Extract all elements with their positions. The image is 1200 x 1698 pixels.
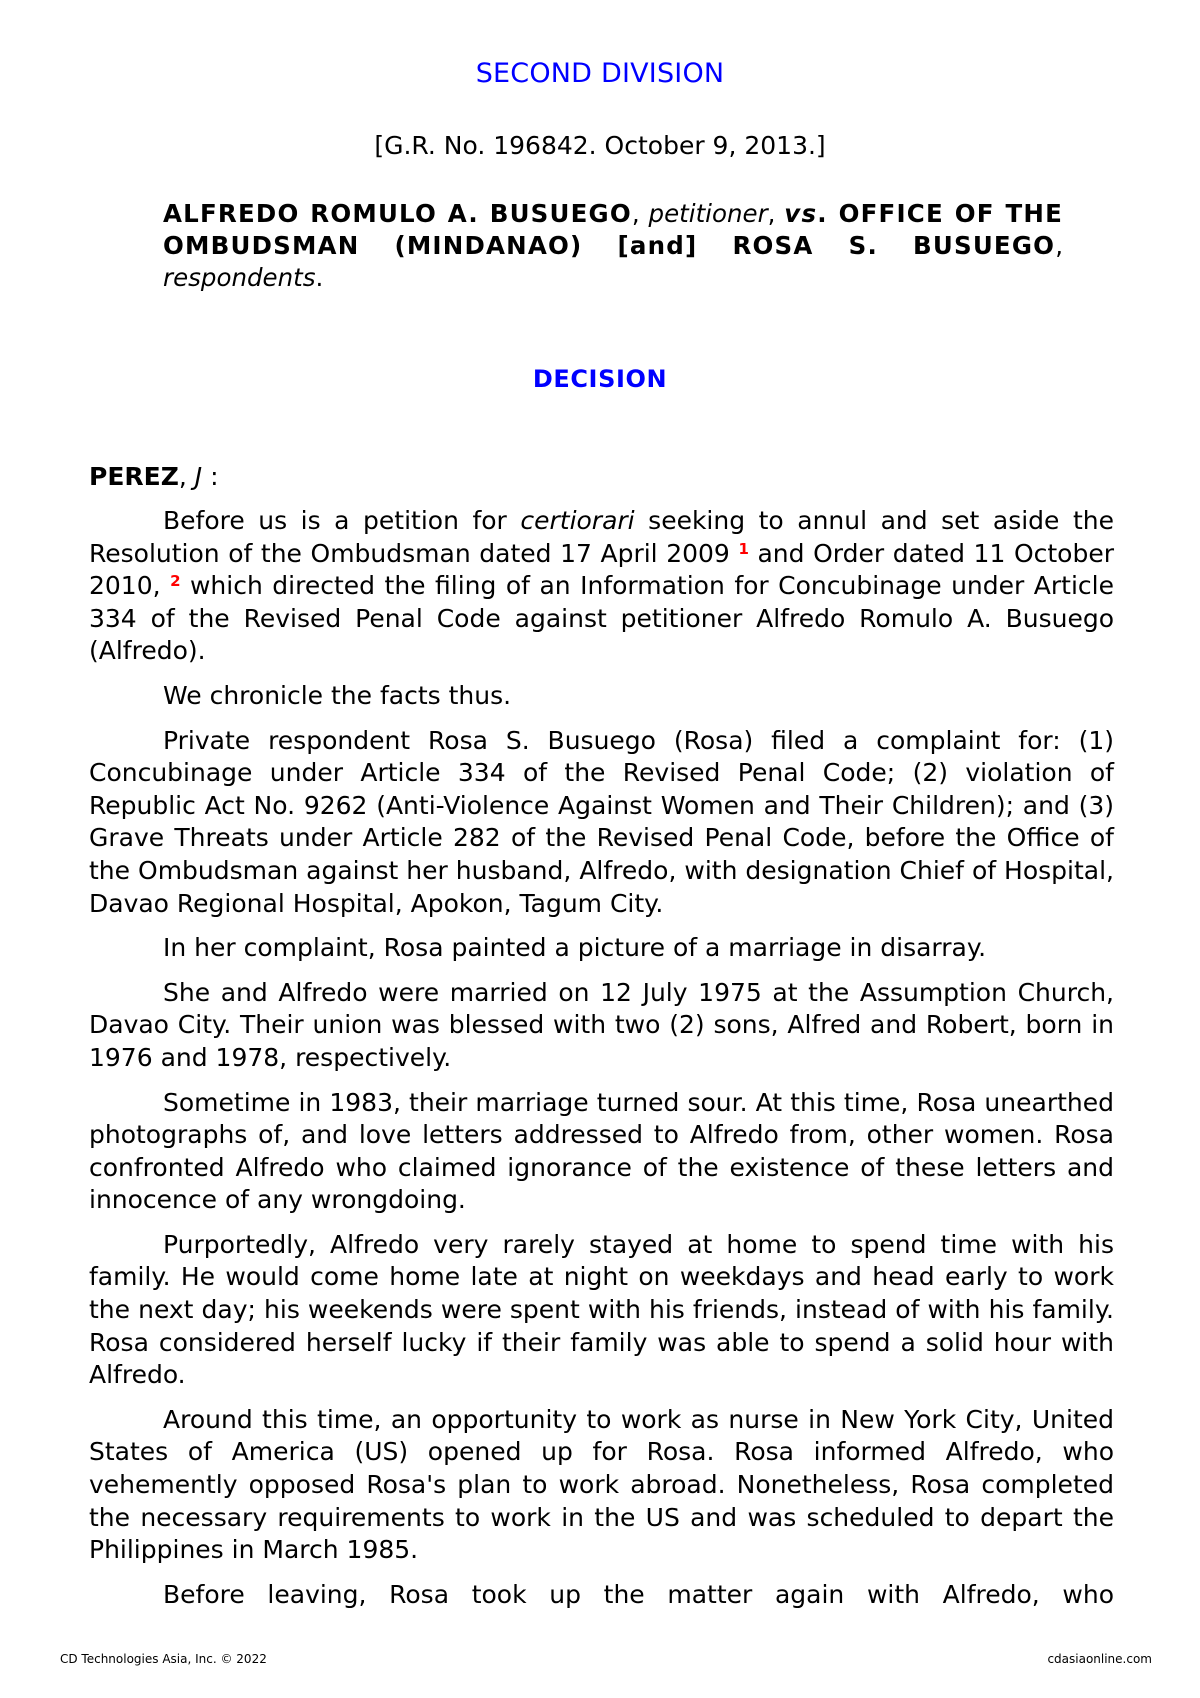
respondent-role: respondents bbox=[163, 263, 316, 292]
paragraph-7: Purportedly, Alfredo very rarely stayed at home to spend time with his family. He would come home late at night on weekdays and head early to work the next day; his weekends were spent with his friends, instead of with his family. Rosa considered herself lucky if their family was able to spend a solid hour with Alfredo. bbox=[89, 1229, 1114, 1390]
respondent-names: OFFICE OF THE OMBUDSMAN (MINDANAO) [and] ROSA S. BUSUEGO bbox=[163, 199, 1064, 260]
decision-heading: DECISION bbox=[532, 365, 668, 393]
petitioner-role: petitioner bbox=[648, 199, 768, 228]
division-heading: SECOND DIVISION bbox=[475, 58, 725, 89]
petitioner-name: ALFREDO ROMULO A. BUSUEGO bbox=[163, 199, 632, 228]
paragraph-8: Around this time, an opportunity to work as nurse in New York City, United States of America (US) opened up for Rosa. Rosa informed Alfredo, who vehemently opposed Rosa's plan to work abroad. Nonetheless, Rosa completed the necessary requirements to work in the US and was scheduled to depart the Philippines in March 1985. bbox=[89, 1404, 1114, 1565]
footer-website[interactable]: cdasiaonline.com bbox=[1047, 1652, 1152, 1666]
paragraph-3: Private respondent Rosa S. Busuego (Rosa) filed a complaint for: (1) Concubinage under Article 334 of the Revised Penal Code; (2) violation of Republic Act No. 9262 (Anti-Violence Against Women and Their Children); and (3) Grave Threats under Article 282 of the Revised Penal Code, before the Office of the Ombudsman against her husband, Alfredo, with designation Chief of Hospital, Davao Regional Hospital, Apokon, Tagum City. bbox=[89, 725, 1114, 918]
case-number: [G.R. No. 196842. October 9, 2013.] bbox=[374, 131, 826, 160]
case-parties: ALFREDO ROMULO A. BUSUEGO, petitioner, vs. OFFICE OF THE OMBUDSMAN (MINDANAO) [and] ROSA S. BUSUEGO, respondents. bbox=[163, 199, 1064, 292]
paragraph-6: Sometime in 1983, their marriage turned sour. At this time, Rosa unearthed photographs of, and love letters addressed to Alfredo from, other women. Rosa confronted Alfredo who claimed ignorance of the existence of these letters and innocence of any wrongdoing. bbox=[89, 1087, 1114, 1215]
versus-label: vs bbox=[784, 199, 818, 228]
ponente-title: J bbox=[194, 462, 203, 491]
paragraph-2: We chronicle the facts thus. bbox=[163, 680, 512, 710]
paragraph-4: In her complaint, Rosa painted a picture of a marriage in disarray. bbox=[163, 933, 987, 963]
paragraph-5: She and Alfredo were married on 12 July 1975 at the Assumption Church, Davao City. Their union was blessed with two (2) sons, Alfred and Robert, born in 1976 and 1978, respectively. bbox=[89, 977, 1114, 1072]
paragraph-9: Before leaving, Rosa took up the matter again with Alfredo, who bbox=[163, 1579, 1114, 1609]
paragraph-1-text-d: and Order dated 11 October 2010, bbox=[89, 538, 1114, 601]
footer-copyright: CD Technologies Asia, Inc. © 2022 bbox=[60, 1652, 267, 1666]
paragraph-1-text-c: seeking to annul and set aside the Resolution of the Ombudsman dated 17 April 2009 bbox=[89, 506, 1114, 568]
footnote-link-2[interactable]: 2 bbox=[170, 572, 181, 591]
paragraph-1-italic: certiorari bbox=[520, 506, 635, 535]
paragraph-1-text-a: Before us is a petition for bbox=[163, 506, 521, 535]
paragraph-1 bbox=[89, 505, 1114, 668]
ponente-line: PEREZ, J : bbox=[89, 462, 219, 491]
paragraph-1-text-e: which directed the filing of an Information for Concubinage under Article 334 of the Revised Penal Code against petitioner Alfredo Romulo A. Busuego (Alfredo). bbox=[89, 571, 1114, 666]
footnote-link-1[interactable]: 1 bbox=[738, 539, 749, 558]
ponente-name: PEREZ bbox=[89, 462, 179, 491]
decision-body bbox=[89, 505, 1114, 1623]
